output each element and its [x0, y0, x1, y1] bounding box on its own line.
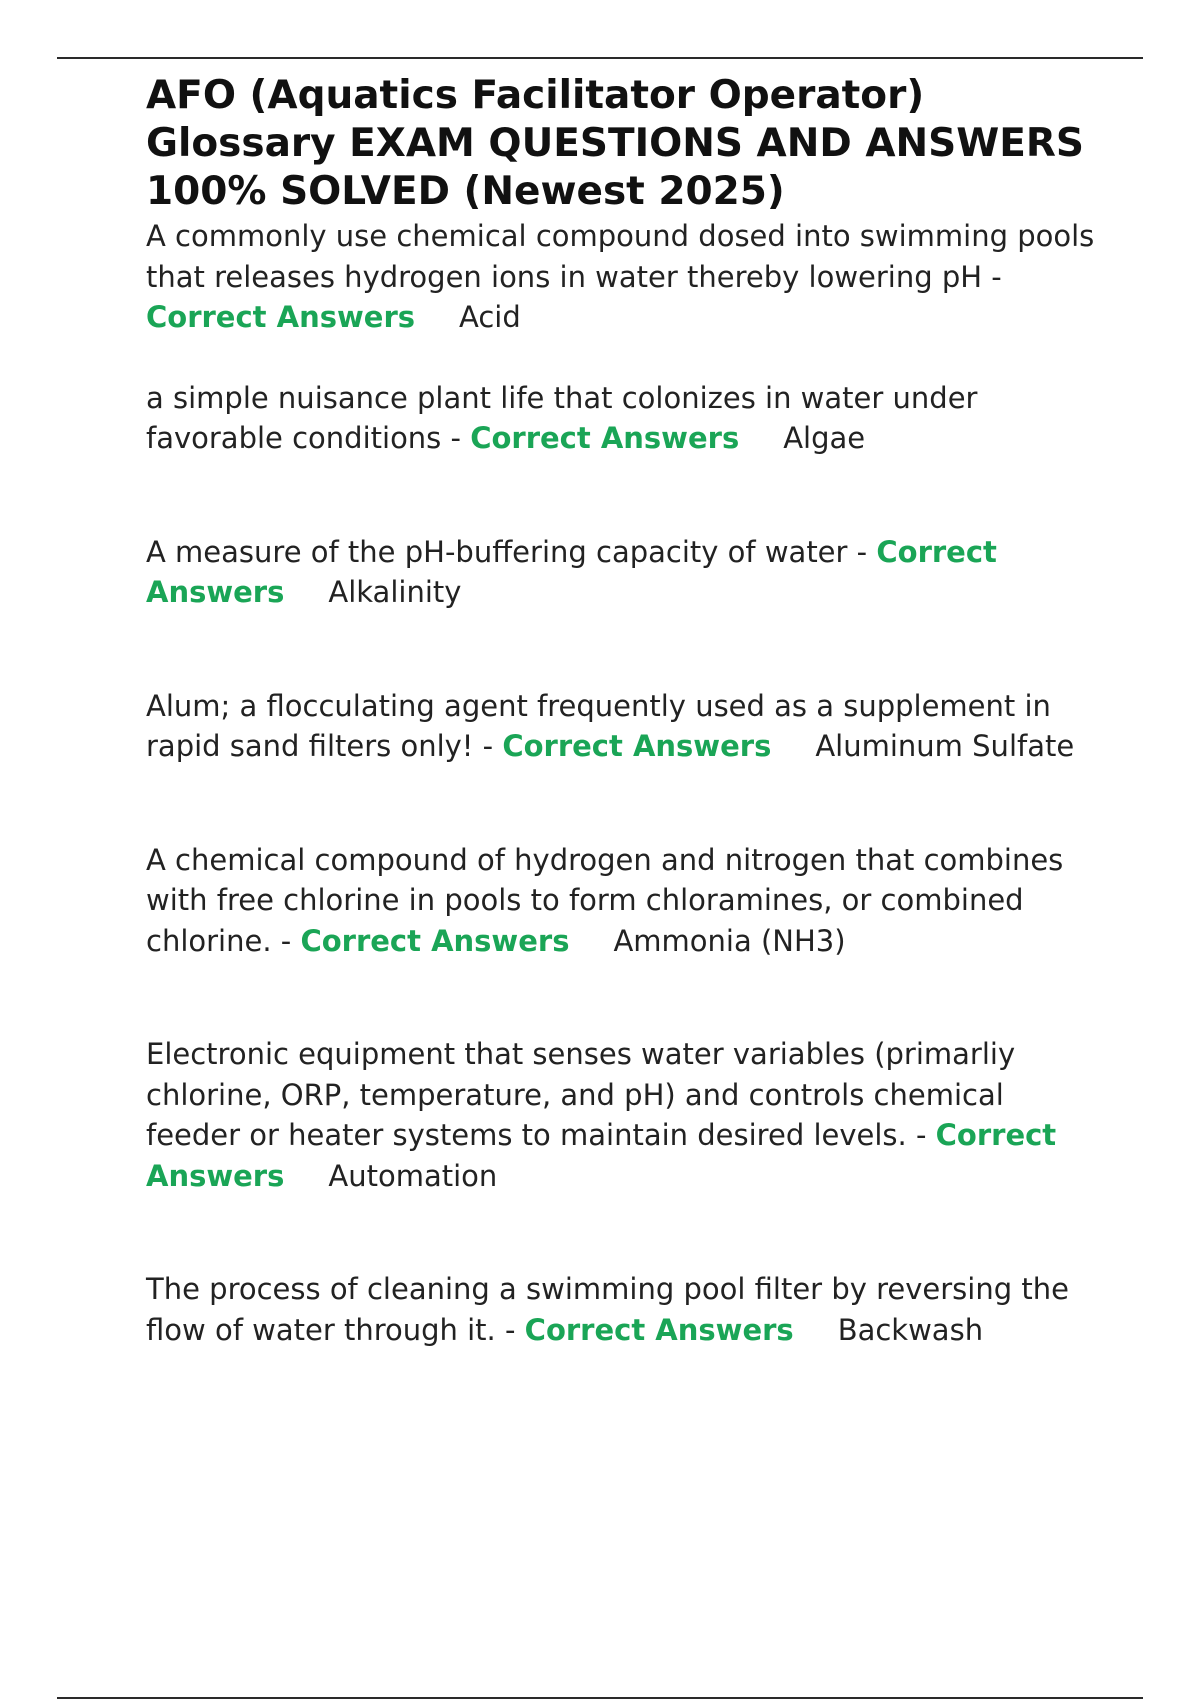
entry-answer: Backwash [837, 1312, 984, 1347]
glossary-entry [146, 216, 1096, 338]
entry-question: Electronic equipment that senses water variables (primarliy chlorine, ORP, temperature, and pH) and controls chemical feeder or heater systems to maintain desired levels. - [146, 1037, 1016, 1152]
entry-answer: Aluminum Sulfate [815, 729, 1075, 763]
correct-answers-label: Correct Answers [502, 729, 772, 763]
document-body [146, 72, 1096, 1350]
glossary-entry [146, 532, 1096, 613]
correct-answers-label: Correct Answers [470, 421, 740, 455]
entry-question: Alum; a flocculating agent frequently used as a supplement in rapid sand filters only! - [146, 688, 1051, 763]
entry-answer: Alkalinity [328, 575, 462, 609]
entry-answer: Acid [459, 300, 521, 334]
correct-answers-label: Correct Answers [524, 1312, 794, 1347]
glossary-entry [146, 1269, 1096, 1350]
entry-question: a simple nuisance plant life that colonizes in water under favorable conditions - [146, 380, 978, 455]
glossary-entry [146, 1034, 1096, 1196]
bottom-rule [57, 1697, 1143, 1699]
correct-answers-label: Correct Answers [146, 1118, 1057, 1193]
top-rule [57, 57, 1143, 59]
entry-answer: Algae [783, 421, 866, 455]
correct-answers-label: Correct Answers [300, 923, 570, 958]
entry-answer: Ammonia (NH3) [613, 923, 846, 958]
glossary-entry [146, 378, 1096, 459]
document-title: AFO (Aquatics Facilitator Operator) Glossary EXAM QUESTIONS AND ANSWERS 100% SOLVED (Newest 2025) [146, 73, 1085, 214]
correct-answers-label: Correct Answers [146, 300, 416, 334]
entry-question: A measure of the pH-buffering capacity of water - [146, 534, 868, 569]
entry-answer: Automation [328, 1158, 498, 1193]
entry-question: A chemical compound of hydrogen and nitrogen that combines with free chlorine in pools to form chloramines, or combined chlorine. - [146, 842, 1064, 958]
entry-question: The process of cleaning a swimming pool filter by reversing the flow of water through it. - [146, 1272, 1069, 1347]
entry-question: A commonly use chemical compound dosed into swimming pools that releases hydrogen ions in water thereby lowering pH - [146, 219, 1095, 294]
glossary-entry [146, 686, 1096, 767]
glossary-entry [146, 840, 1096, 962]
correct-answers-label: Correct Answers [146, 534, 997, 609]
